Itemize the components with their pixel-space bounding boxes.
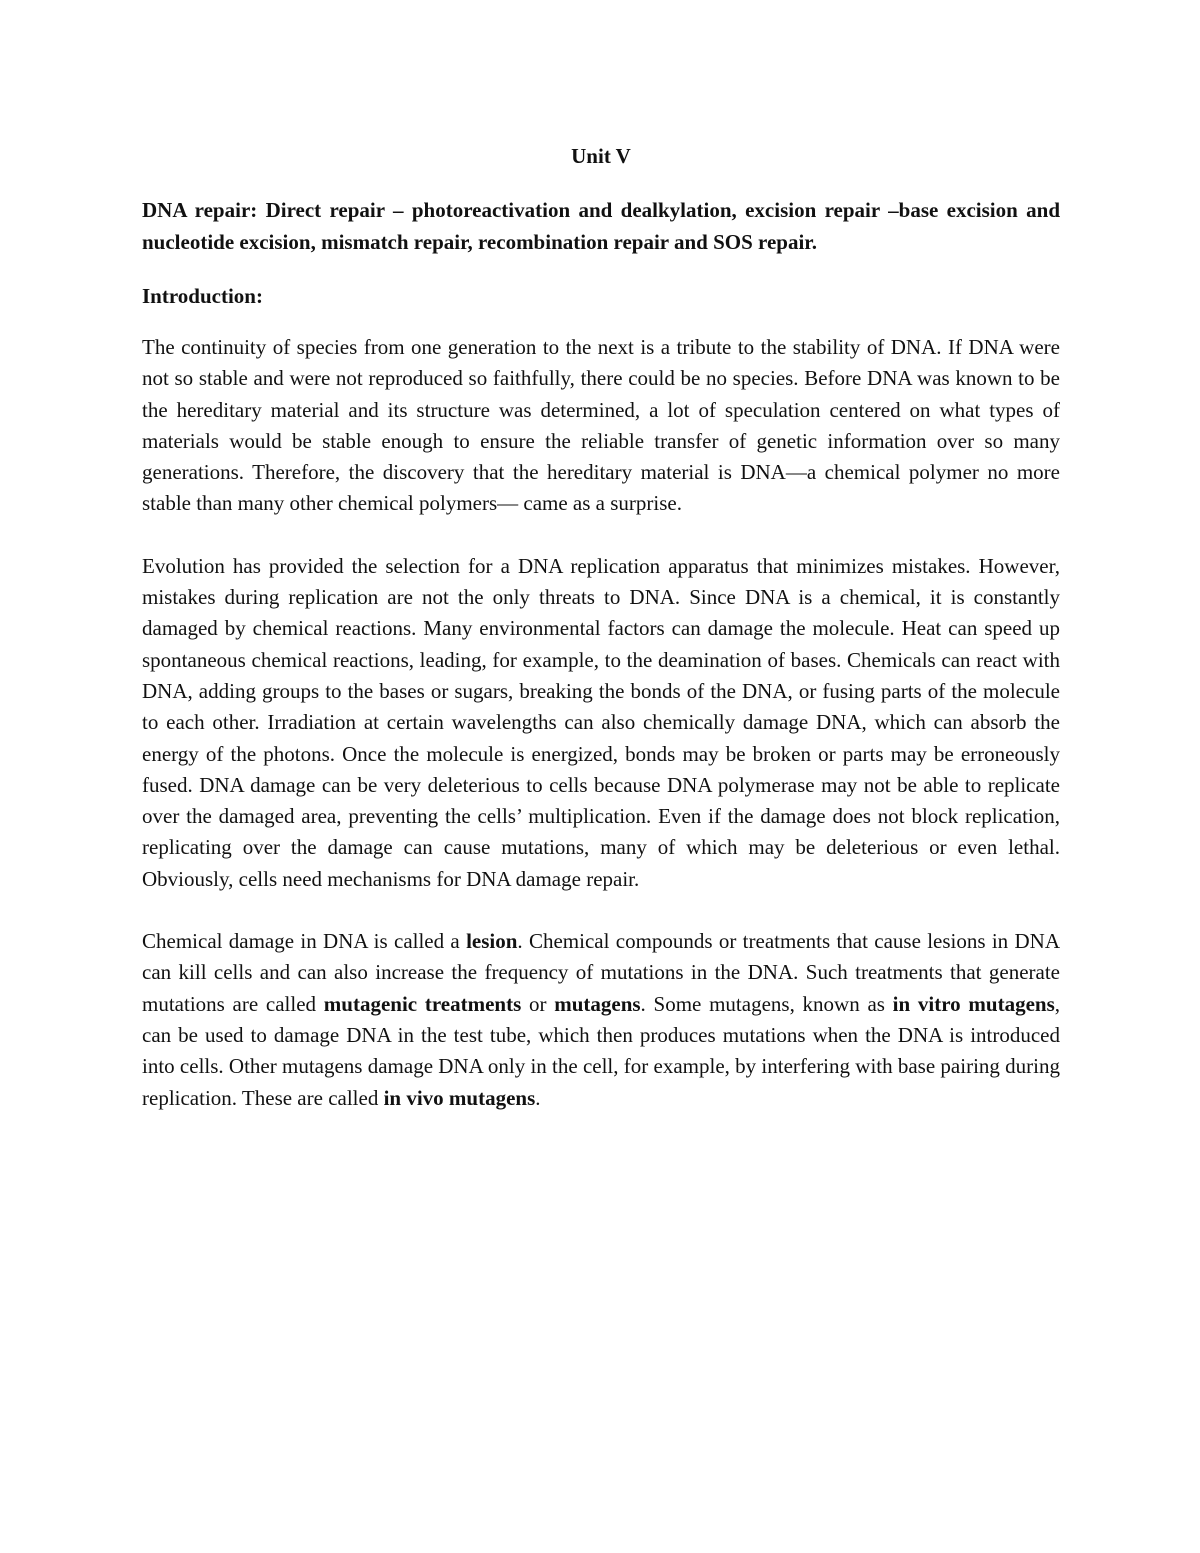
introduction-heading: Introduction: <box>142 284 263 308</box>
term-lesion: lesion <box>466 929 518 954</box>
text-run: , can be used to damage DNA in the test tube, which then produces mutations when the DNA is introduced into cells. Other mutagens damage DNA only in the cell, for example, by interfering with base pairing during replication. These are called <box>142 991 1060 1110</box>
text-run: or <box>521 991 555 1016</box>
paragraph-dna-damage: Evolution has provided the selection for a DNA replication apparatus that minimizes mistakes. However, mistakes during replication are not the only threats to DNA. Since DNA is a chemical, it is constantly damaged by chemical reactions. Many environmental factors can damage the molecule. Heat can speed up spontaneous chemical reactions, leading, for example, to the deamination of bases. Chemicals can react with DNA, adding groups to the bases or sugars, breaking the bonds of the DNA, or fusing parts of the molecule to each other. Irradiation at certain wavelengths can also chemically damage DNA, which can absorb the energy of the photons. Once the molecule is energized, bonds may be broken or parts may be erroneously fused. DNA damage can be very deleterious to cells because DNA polymerase may not be able to replicate over the damaged area, preventing the cells’ multiplication. Even if the damage does not block replication, replicating over the damage can cause mutations, many of which may be deleterious or even lethal. Obviously, cells need mechanisms for DNA damage repair. <box>142 553 1060 891</box>
syllabus-summary: DNA repair: Direct repair – photoreactivation and dealkylation, excision repair –base excision and nucleotide excision, mismatch repair, recombination repair and SOS repair. <box>142 198 1060 254</box>
unit-title: Unit V <box>571 144 631 168</box>
paragraph-dna-stability: The continuity of species from one generation to the next is a tribute to the stability of DNA. If DNA were not so stable and were not reproduced so faithfully, there could be no species. Before DNA was known to be the hereditary material and its structure was determined, a lot of speculation centered on what types of materials would be stable enough to ensure the reliable transfer of genetic information over so many generations. Therefore, the discovery that the hereditary material is DNA—a chemical polymer no more stable than many other chemical polymers— came as a surprise. <box>142 335 1060 516</box>
term-in-vitro-mutagens: in vitro mutagens <box>892 991 1055 1016</box>
term-in-vivo-mutagens: in vivo mutagens <box>383 1085 536 1110</box>
text-run: Chemical damage in DNA is called a <box>142 929 467 954</box>
text-run: . Chemical compounds or treatments that cause lesions in DNA can kill cells and can also increase the frequency of mutations in the DNA. Such treatments that generate mutations are called <box>142 929 1060 1016</box>
paragraph-lesions-mutagens <box>142 926 1060 1114</box>
text-run: . Some mutagens, known as <box>640 991 893 1016</box>
text-run: . <box>535 1085 541 1110</box>
document-page <box>142 140 1060 1114</box>
term-mutagens: mutagens <box>554 991 641 1016</box>
term-mutagenic-treatments: mutagenic treatments <box>323 991 522 1016</box>
